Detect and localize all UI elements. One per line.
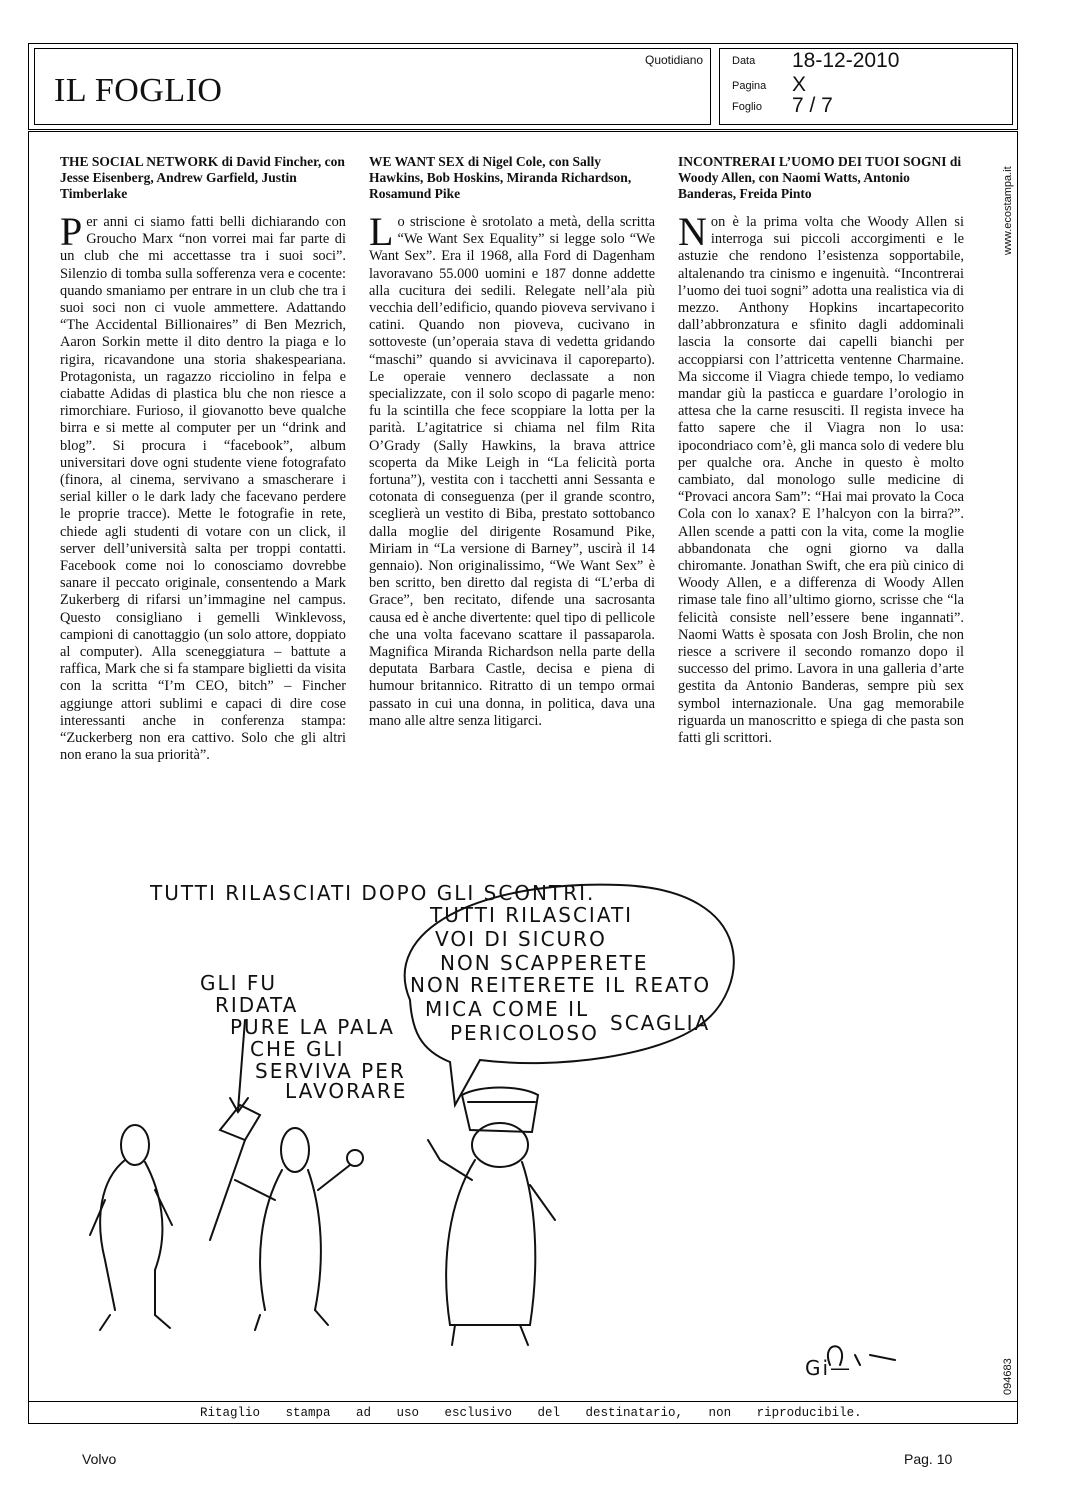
review-title: INCONTRERAI L’UOMO DEI TUOI SOGNI di Woody Allen, con Naomi Watts, Antonio Banderas, Freida Pinto bbox=[678, 154, 962, 201]
review-body bbox=[60, 209, 346, 765]
sheet-label: Foglio bbox=[732, 101, 762, 113]
frequency-label: Quotidiano bbox=[645, 53, 704, 67]
drop-cap: L bbox=[369, 209, 394, 254]
caption-line: SERVIVA PER bbox=[255, 1059, 406, 1083]
date-value: 18-12-2010 bbox=[792, 49, 900, 72]
figure-shovel bbox=[210, 1105, 363, 1330]
speech-line: NON SCAPPERETE bbox=[440, 951, 649, 975]
masthead: IL FOGLIO bbox=[54, 72, 223, 109]
caption-line: PURE LA PALA bbox=[230, 1015, 395, 1039]
speech-line: TUTTI RILASCIATI bbox=[430, 903, 634, 927]
left-caption bbox=[200, 971, 407, 1103]
footer-page-number: Pag. 10 bbox=[904, 1451, 953, 1467]
review-text: er anni ci siamo fatti belli dichiarando con Groucho Marx “non vorrei mai far parte di un club che mi accettasse tra i suoi soci”. Silenzio di tomba sulla sofferenza vera e cocente: quando smaniamo per entrare in un club che tra i suoi soci non ci vuole ammettere. Adattando “The Accidental Billionaires” di Ben Mezrich, Aaron Sorkin mette il dito dentro la piaga e lo rigira, ricavandone una storia shakespeariana. Protagonista, un ragazzo ricciolino in felpa e ciabatte Adidas di plastica blu che non riesce a rimorchiare. Furioso, il giovanotto beve qualche birra e si mette al computer per un “drink and blog”. Si procura i “facebook”, album universitari dove ogni studente viene fotografato (finora, al cinema, servivano a smascherare i serial killer o le dark lady che facevano perdere le proprie tracce). Mette le fotografie in rete, chiede agli studenti di votare con un click, il server dell’università salta per troppi contatti. Facebook come noi lo conosciamo dovrebbe sanare il peccato originale, consentendo a Mark Zukerberg di rifarsi un’immagine nel campus. Questo consigliano i gemelli Winklevoss, campioni di canottaggio (un solo attore, doppiato al computer). Alla sceneggiatura – battute a raffica, Mark che si fa stampare biglietti da visita con la scritta “I’m CEO, bitch” – Fincher aggiunge attori sublimi e capaci di dire cose interessanti anche in conferenza stampa: “Zuckerberg non era cattivo. Solo che gli altri non erano la sua priorità”. bbox=[60, 214, 346, 764]
reproduction-notice: Ritaglio stampa ad uso esclusivo del destinatario, non riproducibile. bbox=[200, 1406, 862, 1420]
speech-text bbox=[410, 903, 711, 1045]
caption-line: RIDATA bbox=[215, 993, 299, 1017]
speech-line: NON REITERETE IL REATO bbox=[410, 973, 712, 997]
cartoon-signature: Gi— bbox=[805, 1356, 853, 1380]
website-credit: www.ecostampa.it bbox=[1002, 166, 1014, 255]
review-column-3 bbox=[678, 154, 964, 747]
caption-line: GLI FU bbox=[200, 971, 278, 995]
speech-line: VOI DI SICURO bbox=[435, 927, 607, 951]
cartoon-headline: TUTTI RILASCIATI DOPO GLI SCONTRI. bbox=[150, 881, 596, 905]
archive-code: 094683 bbox=[1002, 1358, 1014, 1395]
review-column-1 bbox=[60, 154, 346, 765]
page-label: Pagina bbox=[732, 80, 767, 92]
review-title: WE WANT SEX di Nigel Cole, con Sally Hawkins, Bob Hoskins, Miranda Richardson, Rosamund Pike bbox=[369, 154, 632, 201]
speech-line: MICA COME IL bbox=[425, 997, 590, 1021]
review-body bbox=[678, 209, 964, 747]
review-title: THE SOCIAL NETWORK di David Fincher, con Jesse Eisenberg, Andrew Garfield, Justin Timberlake bbox=[60, 154, 345, 201]
footer-client: Volvo bbox=[82, 1451, 117, 1467]
cartoon bbox=[60, 840, 1000, 1410]
drop-cap: P bbox=[60, 209, 83, 254]
date-label: Data bbox=[732, 55, 756, 67]
speech-line: PERICOLOSO bbox=[450, 1021, 599, 1045]
caption-line: CHE GLI bbox=[250, 1037, 345, 1061]
drop-cap: N bbox=[678, 209, 707, 254]
caption-line: LAVORARE bbox=[285, 1079, 408, 1103]
page-value: X bbox=[792, 73, 807, 96]
sheet-value: 7 / 7 bbox=[792, 94, 833, 117]
figure-hat bbox=[428, 1088, 555, 1346]
figure-left bbox=[90, 1125, 172, 1330]
review-column-2 bbox=[369, 154, 655, 730]
review-body bbox=[369, 209, 655, 730]
speech-line: SCAGLIA bbox=[610, 1011, 711, 1035]
review-text: on è la prima volta che Woody Allen si interroga sui piccoli accorgimenti e le astuzie che rendono l’esistenza sopportabile, altalenando tra cinismo e ingenuità. “Incontrerai l’uomo dei tuoi sogni” adotta una realistica via di mezzo. Anthony Hopkins incartapecorito dall’abbronzatura e sfinito dagli addominali lascia la consorte dai capelli bianchi per accoppiarsi con l’attricetta ventenne Charmaine. Ma siccome il Viagra chiede tempo, lo vediamo mandar giù la pasticca e guardare l’orologio in attesa che la carne resusciti. Il regista invece ha fatto sapere che il Viagra non lo usa: ipocondriaco com’è, gli manca solo di vedere blu per qualche ora. Anche in questo è molto cambiato, dal monologo sulle medicine di “Provaci ancora Sam”: “Hai mai provato la Coca Cola con lo xanax? E l’halcyon con la birra?”. Allen scende a patti con la vita, come la moglie abbandonata che ogni giorno va dalla chiromante. Jonathan Swift, che era più cinico di Woody Allen, e a differenza di Woody Allen rimase tale fino all’ultimo giorno, scrisse che “la felicità consiste nell’essere bene ingannati”. Naomi Watts è sposata con Josh Brolin, che non riesce a scrivere il secondo romanzo dopo il successo del primo. Lavora in una galleria d’arte gestita da Antonio Banderas, sempre più sex symbol internazionale. Una gag memorabile riguarda un manoscritto e spiega di che pasta son fatti gli scrittori. bbox=[678, 214, 964, 747]
review-text: o striscione è srotolato a metà, della scritta “We Want Sex Equality” si legge solo “We Want Sex”. Era il 1968, alla Ford di Dagenham lavoravano 55.000 uomini e 187 donne addette alla cucitura dei sedili. Relegate nell’ala più vecchia dell’edificio, quando pioveva servivano i catini. Quando non pioveva, cucivano in sottoveste (un’operaia stava di vedetta gridando “maschi” quando si avvicinava il caporeparto). Le operaie vennero declassate a non specializzate, con il solo scopo di pagarle meno: fu la scintilla che fece scoppiare la lotta per la parità. L’agitatrice si chiama nel film Rita O’Grady (Sally Hawkins, la brava attrice scoperta da Mike Leigh in “La felicità porta fortuna”), vestita con i tacchetti anni Sessanta e cotonata di conseguenza (per il grande scontro, sceglierà un vestito di Biba, prestato sottobanco dalla moglie del dirigente Rosamund Pike, Miriam in “La versione di Barney”, uscirà il 14 gennaio). Non originalissimo, “We Want Sex” è ben scritto, ben diretto dal regista di “L’erba di Grace”, ben recitato, difende una sacrosanta causa ed è anche divertente: quel tipo di pellicole che una volta facevano scattare il passaparola. Magnifica Miranda Richardson nella parte della deputata Barbara Castle, decisa e piena di humour britannico. Ritratto di un tempo ormai passato in cui una donna, in politica, dava una mano alle altre senza litigarci. bbox=[369, 214, 655, 729]
